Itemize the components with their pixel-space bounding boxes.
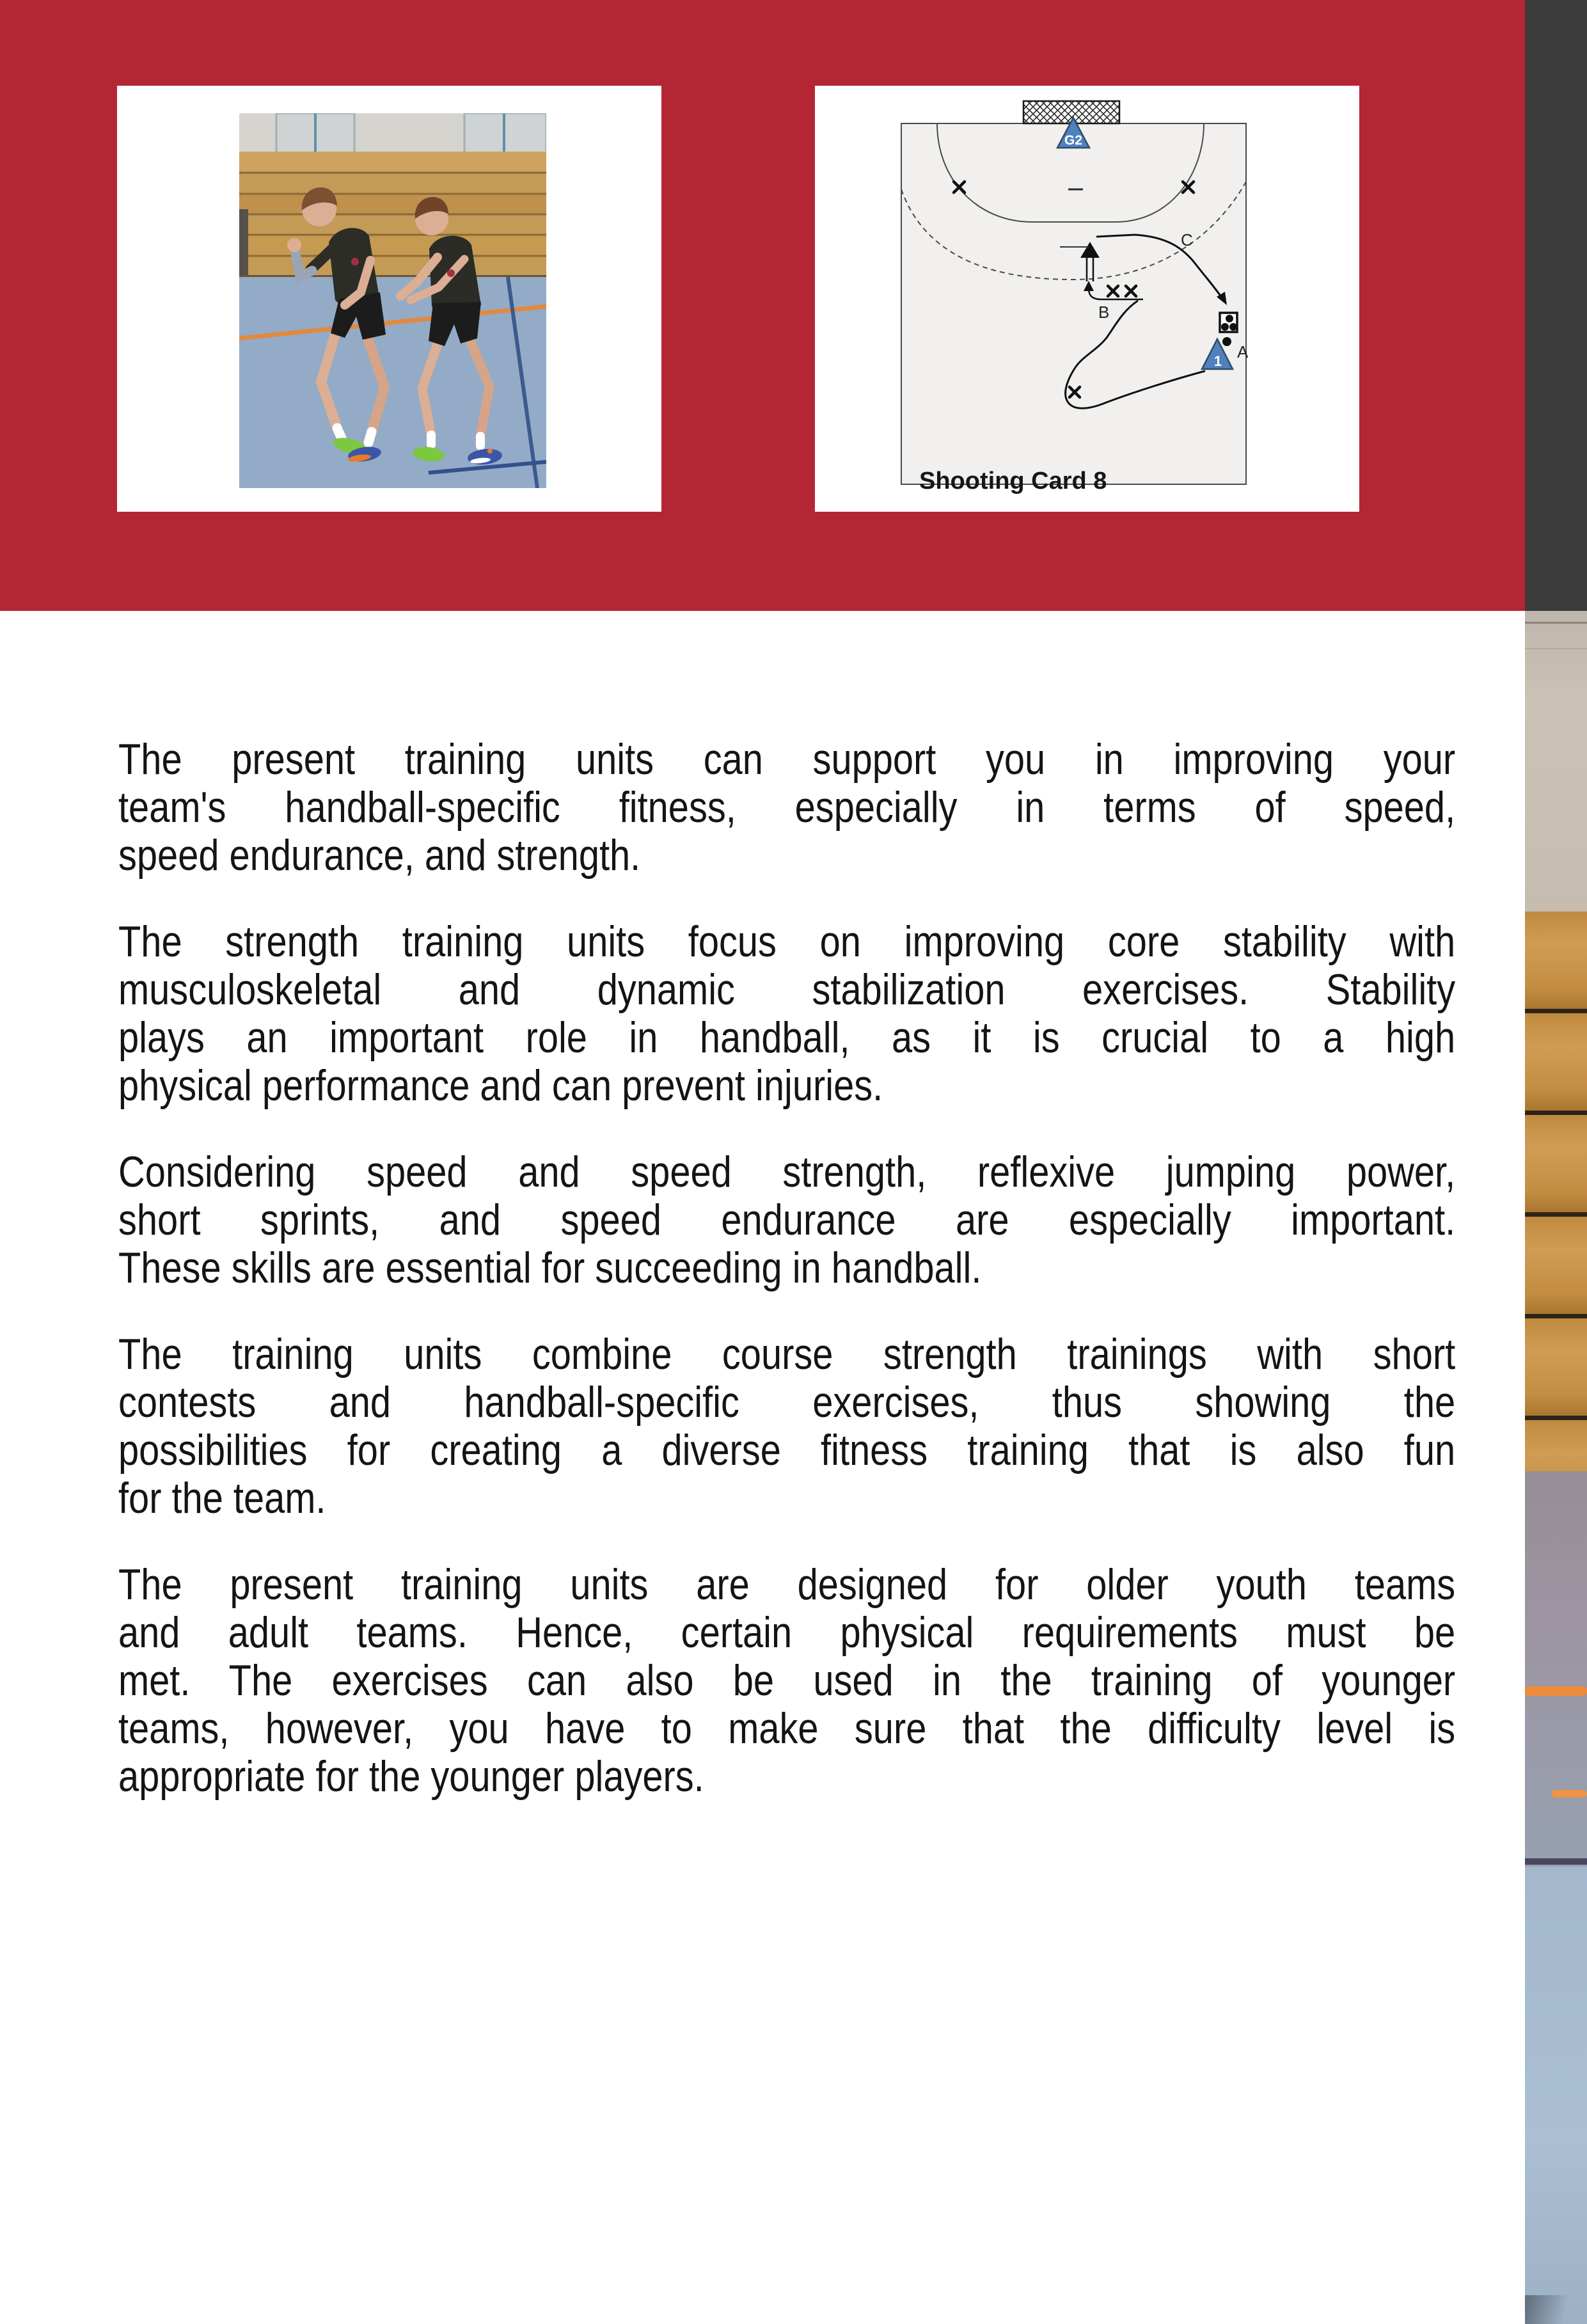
- ball-icon: [1222, 337, 1231, 346]
- label-b: B: [1098, 303, 1110, 322]
- handball-court-diagram: [815, 86, 1359, 512]
- body-text-line: contests and handball-specific exercises, thus showing the: [118, 1378, 1456, 1427]
- wall-seam-line: [1525, 622, 1587, 624]
- floor-dark-line: [1525, 1858, 1587, 1865]
- body-text-line: appropriate for the younger players.: [118, 1752, 704, 1801]
- body-text-line: met. The exercises can also be used in the training of younger: [118, 1656, 1456, 1705]
- shooting-card-diagram: [815, 86, 1359, 512]
- body-text-line: speed endurance, and strength.: [118, 831, 641, 880]
- strip-beige-wall: [1525, 611, 1587, 912]
- body-text-line: The present training units can support you in improving your: [118, 735, 1456, 784]
- body-text: [118, 736, 1455, 1839]
- label-c: C: [1181, 230, 1193, 249]
- paragraph: [118, 918, 1455, 1110]
- gym-door-right: [464, 113, 546, 158]
- gym-background-strip: [1525, 0, 1587, 2324]
- court-area: [901, 123, 1246, 484]
- body-text-line: short sprints, and speed endurance are especially important.: [118, 1196, 1456, 1244]
- body-text-line: for the team.: [118, 1474, 326, 1522]
- floor-orange-line: [1525, 1686, 1587, 1696]
- body-text-line: The training units combine course strength trainings with short: [118, 1330, 1456, 1379]
- body-text-line: The strength training units focus on improving core stability with: [118, 917, 1456, 966]
- paragraph: [118, 736, 1455, 880]
- strip-wooden-bench: [1525, 912, 1587, 1471]
- bleachers: [239, 152, 546, 278]
- body-text-line: and adult teams. Hence, certain physical requirements must be: [118, 1608, 1456, 1657]
- player-one-label: 1: [1213, 353, 1222, 369]
- goalkeeper-label: G2: [1064, 133, 1083, 148]
- ball-cart-icon: [1220, 313, 1237, 332]
- floor-orange-line-short: [1552, 1790, 1587, 1798]
- body-text-line: possibilities for creating a diverse fitness training that is also fun: [118, 1426, 1456, 1474]
- shirt-logo: [447, 269, 455, 277]
- wall-faint-line: [1525, 648, 1587, 649]
- training-photo-card: [117, 86, 661, 512]
- strip-floor-gray: [1525, 1471, 1587, 1867]
- strip-floor-blue: [1525, 1867, 1587, 2324]
- strip-dark-wall: [1525, 0, 1587, 611]
- paragraph: [118, 1331, 1455, 1522]
- gym-door-left: [276, 113, 354, 158]
- training-photo: [239, 113, 546, 488]
- paragraph: [118, 1561, 1455, 1801]
- body-text-line: teams, however, you have to make sure that the difficulty level is: [118, 1704, 1456, 1753]
- body-text-line: The present training units are designed for older youth teams: [118, 1560, 1456, 1609]
- shirt-logo: [351, 258, 359, 265]
- paragraph: [118, 1148, 1455, 1292]
- body-text-line: These skills are essential for succeeding in handball.: [118, 1244, 982, 1292]
- body-text-line: plays an important role in handball, as it is crucial to a high: [118, 1013, 1456, 1062]
- body-text-line: team's handball-specific fitness, especially in terms of speed,: [118, 783, 1456, 832]
- body-text-line: musculoskeletal and dynamic stabilization exercises. Stability: [118, 965, 1456, 1014]
- label-a: A: [1237, 342, 1249, 361]
- floor-corner-shadow: [1525, 2295, 1587, 2324]
- diagram-title: Shooting Card 8: [919, 468, 1107, 494]
- body-text-line: Considering speed and speed strength, reflexive jumping power,: [118, 1148, 1456, 1196]
- body-text-line: physical performance and can prevent injuries.: [118, 1061, 883, 1110]
